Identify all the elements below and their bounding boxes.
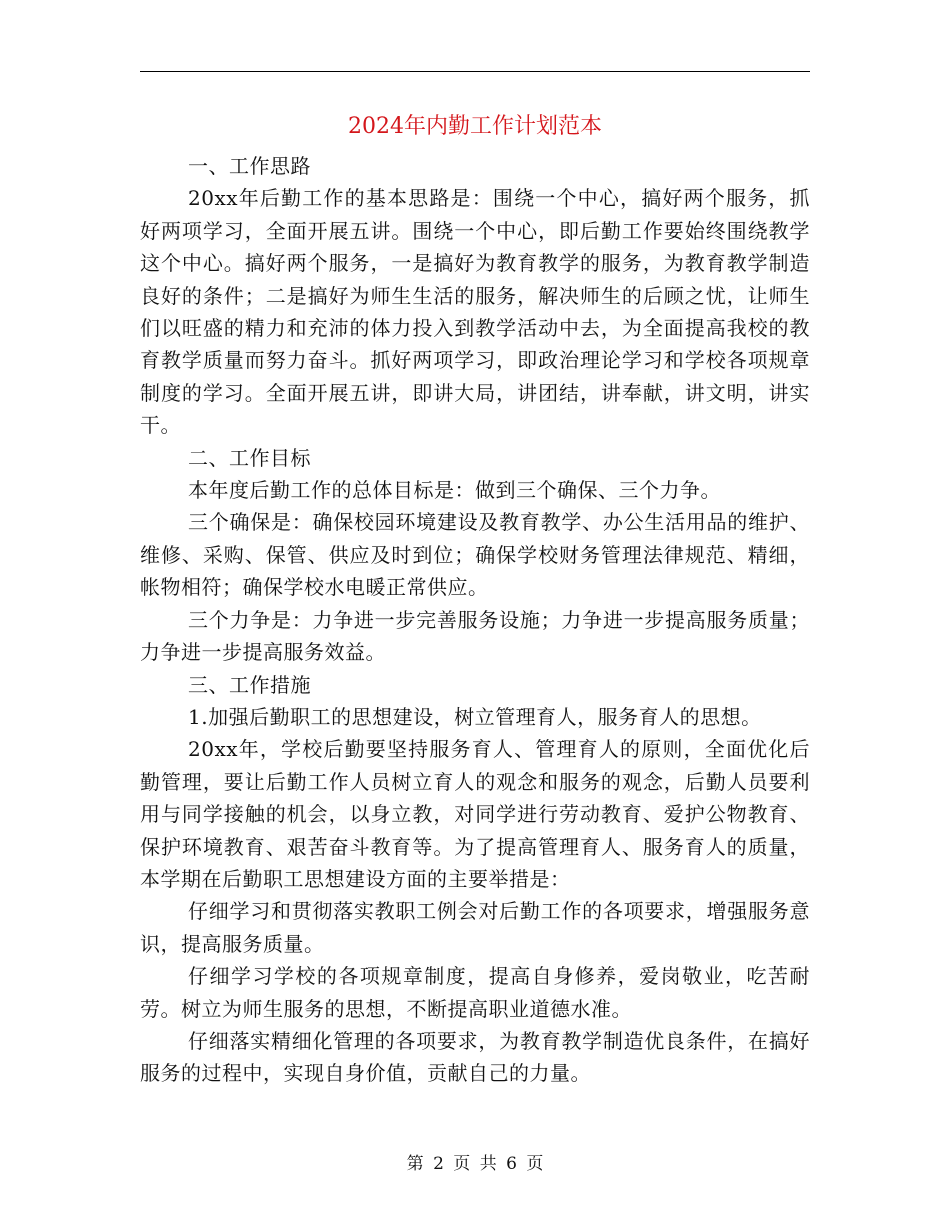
paragraph-measure-c: 仔细落实精细化管理的各项要求，为教育教学制造优良条件，在搞好服务的过程中，实现自身价值，贡献自己的力量。	[140, 1028, 810, 1086]
header-rule	[140, 71, 810, 72]
page-footer: 第 2 页 共 6 页	[406, 1154, 544, 1174]
section-heading-1: 一、工作思路	[188, 154, 311, 178]
paragraph-overall-goal: 本年度后勤工作的总体目标是：做到三个确保、三个力争。	[188, 478, 721, 503]
paragraph-service-education: 20xx年，学校后勤要坚持服务育人、管理育人的原则，全面优化后勤管理，要让后勤工作人员树立育人的观念和服务的观念，后勤人员要利用与同学接触的机会，以身立教，对同学进行劳动教育、爱护公物教育、保护环境教育、艰苦奋斗教育等。为了提高管理育人、服务育人的质量，本学期在后勤职工思想建设方面的主要举措是：	[140, 737, 810, 891]
document-title: 2024年内勤工作计划范本	[348, 114, 602, 139]
measure-item-1: 1.加强后勤职工的思想建设，树立管理育人，服务育人的思想。	[188, 704, 762, 729]
paragraph-work-approach: 20xx年后勤工作的基本思路是：围绕一个中心，搞好两个服务，抓好两项学习，全面开展五讲。围绕一个中心，即后勤工作要始终围绕教学这个中心。搞好两个服务，一是搞好为教育教学的服务，为教育教学制造良好的条件；二是搞好为师生生活的服务，解决师生的后顾之忧，让师生们以旺盛的精力和充沛的体力投入到教学活动中去，为全面提高我校的教育教学质量而努力奋斗。抓好两项学习，即政治理论学习和学校各项规章制度的学习。全面开展五讲，即讲大局，讲团结，讲奉献，讲文明，讲实干。	[140, 186, 810, 438]
section-heading-3: 三、工作措施	[188, 672, 311, 697]
paragraph-three-strivings: 三个力争是：力争进一步完善服务设施；力争进一步提高服务质量；力争进一步提高服务效益。	[140, 607, 810, 665]
paragraph-measure-a: 仔细学习和贯彻落实教职工例会对后勤工作的各项要求，增强服务意识，提高服务质量。	[140, 899, 810, 956]
section-heading-2: 二、工作目标	[188, 445, 311, 470]
paragraph-three-guarantees: 三个确保是：确保校园环境建设及教育教学、办公生活用品的维护、维修、采购、保管、供应及时到位；确保学校财务管理法律规范、精细，帐物相符；确保学校水电暖正常供应。	[140, 510, 810, 600]
paragraph-measure-b: 仔细学习学校的各项规章制度，提高自身修养，爱岗敬业，吃苦耐劳。树立为师生服务的思想，不断提高职业道德水准。	[140, 964, 810, 1021]
document-body	[140, 150, 810, 1090]
